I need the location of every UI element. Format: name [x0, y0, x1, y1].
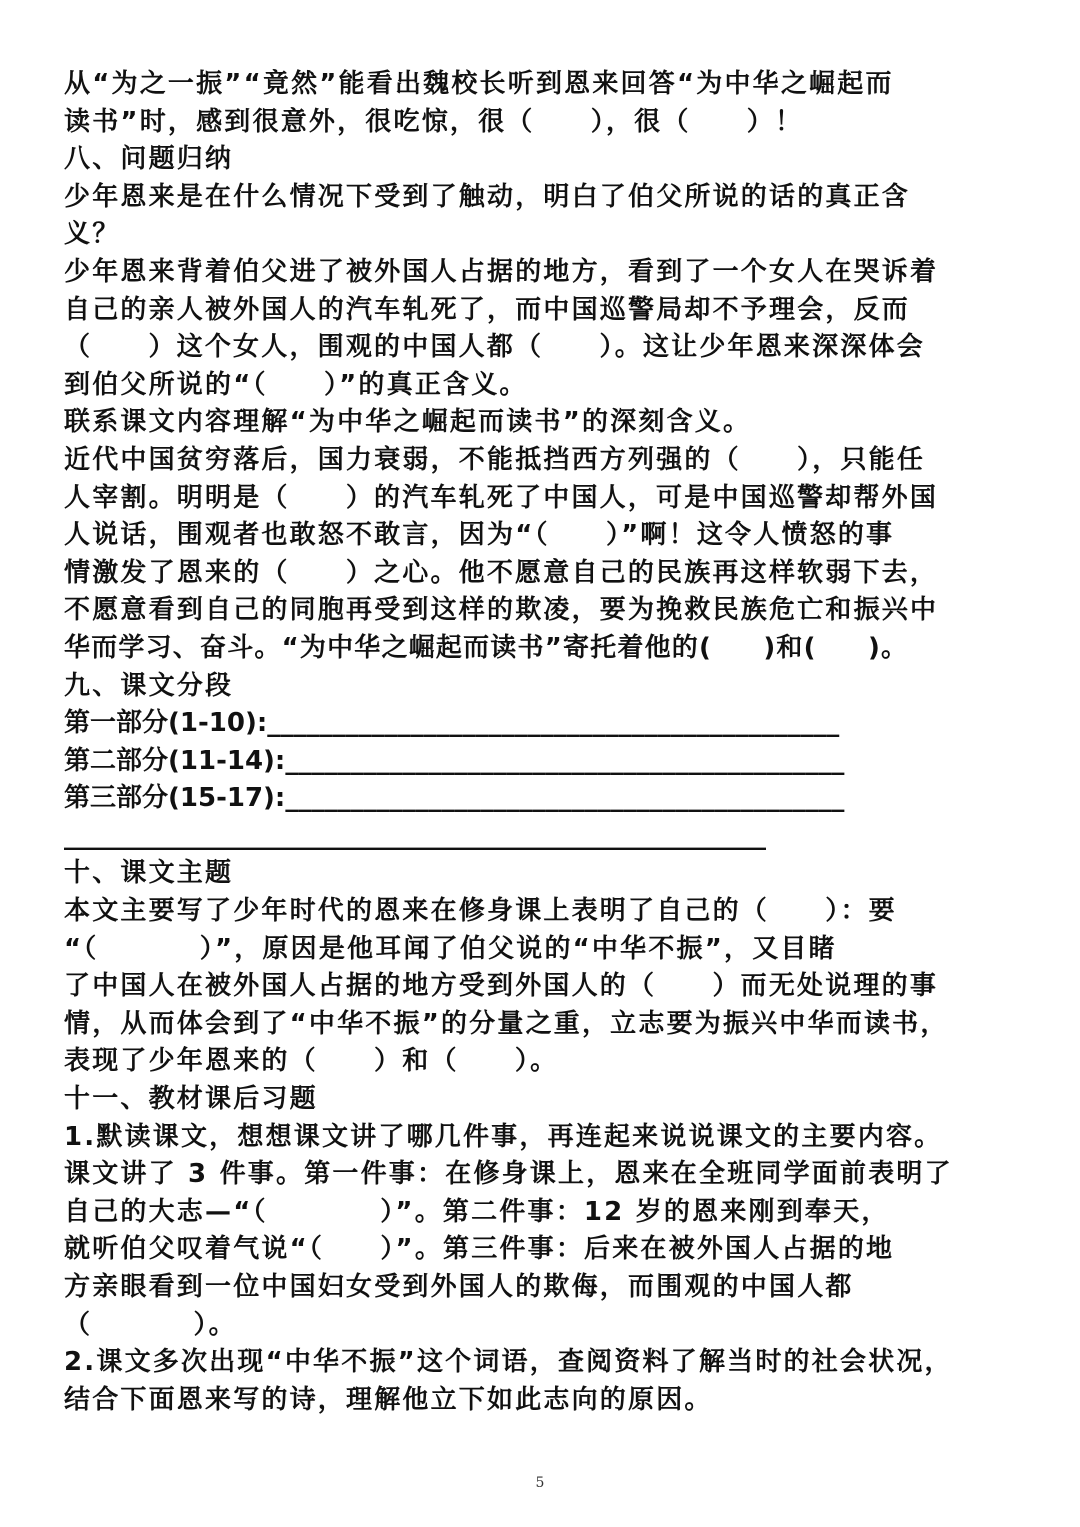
text-line: （ ）。 [64, 1309, 237, 1340]
text-line: 华而学习、奋斗。“为中华之崛起而读书”寄托着他的( )和( )。 [64, 632, 909, 663]
exercise-question: 1.默读课文，想想课文讲了哪几件事，再连起来说说课文的主要内容。 [64, 1121, 943, 1152]
text-line: 表现了少年恩来的（ ）和（ ）。 [64, 1046, 559, 1077]
text-line: 就听伯父叹着气说“（ ）”。第三件事：后来在被外国人占据的地 [64, 1234, 895, 1265]
text-line: 人宰割。明明是（ ）的汽车轧死了中国人，可是中国巡警却帮外国 [64, 482, 939, 513]
text-line: 情激发了恩来的（ ）之心。他不愿意自己的民族再这样软弱下去， [64, 557, 939, 588]
text-line: 方亲眼看到一位中国妇女受到外国人的欺侮，而围观的中国人都 [64, 1272, 854, 1302]
section-heading: 九、课文分段 [64, 670, 234, 701]
text-line: （ ）这个女人，围观的中国人都（ ）。这让少年恩来深深体会 [64, 332, 925, 363]
text-line: 近代中国贫穷落后，国力衰弱，不能抵挡西方列强的（ ），只能任 [64, 444, 926, 475]
text-line: 本文主要写了少年时代的恩来在修身课上表明了自己的（ ）：要 [64, 896, 897, 927]
exercise-question: 结合下面恩来写的诗，理解他立下如此志向的原因。 [64, 1384, 713, 1415]
text-line: 读书”时，感到很意外，很吃惊，很（ ），很（ ）！ [64, 106, 804, 137]
text-line: 情，从而体会到了“中华不振”的分量之重，立志要为振兴中华而读书， [64, 1008, 949, 1039]
page-number: 5 [535, 1475, 545, 1491]
text-line: “（ ）”，原因是他耳闻了伯父说的“中华不振”，又目睹 [64, 933, 837, 964]
answer-line-part-3: 第三部分(15-17):___________________________________________ [64, 783, 845, 814]
text-line: 课文讲了 3 件事。第一件事：在修身课上，恩来在全班同学面前表明了 [64, 1159, 953, 1190]
question-text: 少年恩来是在什么情况下受到了触动，明白了伯父所说的话的真正含 [64, 181, 911, 212]
text-line: 了中国人在被外国人占据的地方受到外国人的（ ）而无处说理的事 [64, 971, 939, 1002]
text-line: 自己的大志—“（ ）”。第二件事：12 岁的恩来刚到奉天， [64, 1196, 890, 1227]
answer-line-part-2: 第二部分(11-14):___________________________________________ [64, 745, 845, 776]
section-heading: 十一、教材课后习题 [64, 1084, 318, 1115]
question-text: 义？ [64, 219, 121, 250]
text-line: 不愿意看到自己的同胞再受到这样的欺凌，要为挽救民族危亡和振兴中 [64, 595, 939, 626]
text-line: 从“为之一振”“竟然”能看出魏校长听到恩来回答“为中华之崛起而 [64, 69, 894, 99]
text-line: 自己的亲人被外国人的汽车轧死了，而中国巡警局却不予理会，反而 [64, 294, 911, 325]
worksheet-content [64, 66, 1024, 1419]
text-line: 少年恩来背着伯父进了被外国人占据的地方，看到了一个女人在哭诉着 [64, 256, 939, 287]
answer-line-part-1: 第一部分(1-10):____________________________________________ [64, 708, 840, 739]
section-heading: 八、问题归纳 [64, 144, 234, 175]
exercise-question: 2.课文多次出现“中华不振”这个词语，查阅资料了解当时的社会状况， [64, 1347, 953, 1378]
text-line: 人说话，围观者也敢怒不敢言，因为“（ ）”啊！这令人愤怒的事 [64, 520, 895, 551]
section-heading: 十、课文主题 [64, 858, 234, 889]
answer-line-continuation: ______________________________________________________ [64, 820, 766, 851]
text-line: 到伯父所说的“（ ）”的真正含义。 [64, 369, 528, 400]
question-text: 联系课文内容理解“为中华之崛起而读书”的深刻含义。 [64, 407, 752, 438]
